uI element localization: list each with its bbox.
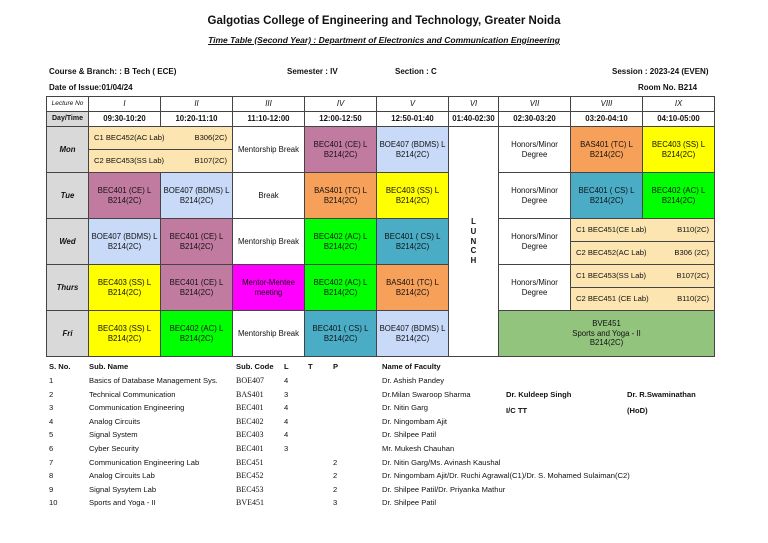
subject-sno: 2 <box>49 389 54 399</box>
fri-p3: Mentorship Break <box>233 311 305 357</box>
subject-sno: 8 <box>49 471 54 481</box>
day-label: Thurs <box>47 265 89 311</box>
subject-sno: 5 <box>49 430 54 440</box>
thu-lab-block <box>571 265 715 311</box>
wed-p5: BEC401 ( CS) L B214(2C) <box>377 219 449 265</box>
mon-p7: Honors/Minor Degree <box>499 127 571 173</box>
lecture-numeral: V <box>377 97 449 112</box>
subject-sno: 10 <box>49 498 58 508</box>
tue-p4: BAS401 (TC) L B214(2C) <box>305 173 377 219</box>
sports-room: B214(2C) <box>589 338 624 348</box>
ic-tt-role: I/C TT <box>506 406 528 415</box>
subject-code: BVE451 <box>236 498 264 508</box>
subject-faculty: Dr. Ningombam Ajit <box>382 416 447 426</box>
subject-sno: 3 <box>49 403 54 413</box>
subject-name: Technical Communication <box>89 389 176 399</box>
subject-sno: 6 <box>49 444 54 453</box>
lecture-no-label: Lecture No <box>47 97 89 112</box>
col-header-p: P <box>333 362 339 371</box>
lunch-letter: H <box>470 256 477 266</box>
subject-name: Signal Sysytem Lab <box>89 484 157 494</box>
lab-subject: C1 BEC452(AC Lab) <box>94 133 165 143</box>
lecture-numeral: IV <box>305 97 377 112</box>
lab-room: B110(2C) <box>677 225 709 235</box>
subject-l: 4 <box>284 430 289 440</box>
lab-room: B306(2C) <box>194 133 227 143</box>
wed-lab-block <box>571 219 715 265</box>
subject-code: BEC401 <box>236 403 264 413</box>
wed-p7: Honors/Minor Degree <box>499 219 571 265</box>
subject-name: Analog Circuits <box>89 416 141 426</box>
lab-subject: C1 BEC451(CE Lab) <box>576 225 647 235</box>
mon-lab-block <box>89 127 233 173</box>
subject-p: 2 <box>333 484 338 494</box>
lab-room: B107(2C) <box>676 271 709 281</box>
thu-p4: BEC402 (AC) L B214(2C) <box>305 265 377 311</box>
lab-subject: C2 BEC451 (CE Lab) <box>576 294 649 304</box>
thu-p7: Honors/Minor Degree <box>499 265 571 311</box>
subject-name: Communication Engineering Lab <box>89 457 200 467</box>
mon-p9: BEC403 (SS) L B214(2C) <box>643 127 715 173</box>
subject-name: Communication Engineering <box>89 403 185 413</box>
period-time: 12:00-12:50 <box>305 112 377 127</box>
subject-l: 3 <box>284 444 289 453</box>
subject-code: BAS401 <box>236 389 264 399</box>
mon-p8: BAS401 (TC) L B214(2C) <box>571 127 643 173</box>
subject-p: 3 <box>333 498 338 508</box>
lunch-letter: L <box>471 217 476 227</box>
lab-room: B110(2C) <box>677 294 709 304</box>
col-header-l: L <box>284 362 289 371</box>
lecture-numeral: VIII <box>571 97 643 112</box>
lunch-column <box>449 127 499 357</box>
lab-room: B306 (2C) <box>674 248 709 258</box>
day-label: Fri <box>47 311 89 357</box>
day-label: Tue <box>47 173 89 219</box>
subject-name: Signal System <box>89 430 138 440</box>
subject-code: BEC453 <box>236 484 264 494</box>
lecture-numeral: IX <box>643 97 715 112</box>
col-header-faculty: Name of Faculty <box>382 362 441 371</box>
wed-p4: BEC402 (AC) L B214(2C) <box>305 219 377 265</box>
period-time: 09:30-10:20 <box>89 112 161 127</box>
subject-code: BEC402 <box>236 416 264 426</box>
subject-code: BEC451 <box>236 457 264 467</box>
lunch-letter: N <box>470 236 477 246</box>
room-number: Room No. B214 <box>638 83 698 92</box>
day-label: Wed <box>47 219 89 265</box>
period-time: 01:40-02:30 <box>449 112 499 127</box>
period-time: 03:20-04:10 <box>571 112 643 127</box>
period-time: 10:20-11:10 <box>161 112 233 127</box>
tue-p8: BEC401 ( CS) L B214(2C) <box>571 173 643 219</box>
lab-subject: C2 BEC452(AC Lab) <box>576 248 647 258</box>
thu-p3: Mentor-Mentee meeting <box>233 265 305 311</box>
subject-faculty: Dr. Ningombam Ajit/Dr. Ruchi Agrawal(C1)/Dr. S. Mohamed Sulaiman(C2) <box>382 471 630 481</box>
subject-faculty: Dr. Shilpee Patil <box>382 430 437 440</box>
subject-name: Sports and Yoga - II <box>89 498 156 508</box>
subject-l: 4 <box>284 416 289 426</box>
subject-name: Analog Circuits Lab <box>89 471 155 481</box>
subject-code: BEC401 <box>236 444 264 453</box>
subject-name: Basics of Database Management Sys. <box>89 376 218 385</box>
timetable-grid <box>46 96 715 357</box>
thu-p2: BEC401 (CE) L B214(2C) <box>161 265 233 311</box>
lab-room: B107(2C) <box>194 156 227 166</box>
period-time: 02:30-03:20 <box>499 112 571 127</box>
subject-l: 3 <box>284 389 289 399</box>
subject-faculty: Dr. Nitin Garg <box>382 403 428 413</box>
subject-sno: 4 <box>49 416 54 426</box>
col-header-code: Sub. Code <box>236 362 274 371</box>
date-of-issue: Date of Issue:01/04/24 <box>49 83 133 92</box>
ic-tt-name: Dr. Kuldeep Singh <box>506 390 572 399</box>
thu-p1: BEC403 (SS) L B214(2C) <box>89 265 161 311</box>
semester: Semester : IV <box>287 67 338 76</box>
subject-sno: 9 <box>49 484 54 494</box>
subject-l: 4 <box>284 376 289 385</box>
subject-p: 2 <box>333 471 338 481</box>
fri-p2: BEC402 (AC) L B214(2C) <box>161 311 233 357</box>
subject-p: 2 <box>333 457 338 467</box>
tue-p1: BEC401 (CE) L B214(2C) <box>89 173 161 219</box>
mon-p5: BOE407 (BDMS) L B214(2C) <box>377 127 449 173</box>
thu-p5: BAS401 (TC) L B214(2C) <box>377 265 449 311</box>
wed-p2: BEC401 (CE) L B214(2C) <box>161 219 233 265</box>
subject-name: Cyber Security <box>89 444 139 453</box>
tue-p2: BOE407 (BDMS) L B214(2C) <box>161 173 233 219</box>
subject-code: BEC452 <box>236 471 264 481</box>
subject-sno: 7 <box>49 457 54 467</box>
col-header-sno: S. No. <box>49 362 71 371</box>
subject-faculty: Mr. Mukesh Chauhan <box>382 444 455 453</box>
lecture-numeral: I <box>89 97 161 112</box>
session: Session : 2023-24 (EVEN) <box>612 67 709 76</box>
tue-p9: BEC402 (AC) L B214(2C) <box>643 173 715 219</box>
lunch-letter: C <box>470 246 477 256</box>
college-title: Galgotias College of Engineering and Technology, Greater Noida <box>207 15 561 27</box>
tue-p3: Break <box>233 173 305 219</box>
subject-faculty: Dr.Milan Swaroop Sharma <box>382 389 471 399</box>
period-time: 11:10-12:00 <box>233 112 305 127</box>
fri-sports-block <box>499 311 715 357</box>
subject-code: BOE407 <box>236 376 264 385</box>
subject-faculty: Dr. Shilpee Patil <box>382 498 437 508</box>
fri-p1: BEC403 (SS) L B214(2C) <box>89 311 161 357</box>
lecture-numeral: VII <box>499 97 571 112</box>
fri-p5: BOE407 (BDMS) L B214(2C) <box>377 311 449 357</box>
subject-l: 4 <box>284 403 289 413</box>
lab-subject: C1 BEC453(SS Lab) <box>576 271 647 281</box>
fri-p4: BEC401 ( CS) L B214(2C) <box>305 311 377 357</box>
subject-faculty: Dr. Shilpee Patil/Dr. Priyanka Mathur <box>382 484 506 494</box>
mon-p4: BEC401 (CE) L B214(2C) <box>305 127 377 173</box>
course-branch: Course & Branch: : B Tech ( ECE) <box>49 67 177 76</box>
subject-faculty: Dr. Nitin Garg/Ms. Avinash Kaushal <box>382 457 501 467</box>
col-header-name: Sub. Name <box>89 362 129 371</box>
sports-code: BVE451 <box>592 318 621 328</box>
tue-p7: Honors/Minor Degree <box>499 173 571 219</box>
wed-p1: BOE407 (BDMS) L B214(2C) <box>89 219 161 265</box>
subject-faculty: Dr. Ashish Pandey <box>382 376 445 385</box>
tue-p5: BEC403 (SS) L B214(2C) <box>377 173 449 219</box>
lecture-numeral: II <box>161 97 233 112</box>
lunch-letter: U <box>470 226 477 236</box>
mon-p3: Mentorship Break <box>233 127 305 173</box>
period-time: 04:10-05:00 <box>643 112 715 127</box>
period-time: 12:50-01:40 <box>377 112 449 127</box>
timetable-subtitle: Time Table (Second Year) : Department of Electronics and Communication Engineering <box>208 35 560 45</box>
hod-role: (HoD) <box>627 406 648 415</box>
lecture-numeral: VI <box>449 97 499 112</box>
day-label: Mon <box>47 127 89 173</box>
wed-p3: Mentorship Break <box>233 219 305 265</box>
section: Section : C <box>395 67 437 76</box>
sports-name: Sports and Yoga - II <box>572 328 641 338</box>
subject-code: BEC403 <box>236 430 264 440</box>
col-header-t: T <box>308 362 313 371</box>
hod-name: Dr. R.Swaminathan <box>627 390 696 399</box>
daytime-label: Day/Time <box>47 112 89 127</box>
lab-subject: C2 BEC453(SS Lab) <box>94 156 165 166</box>
subject-sno: 1 <box>49 376 54 385</box>
lecture-numeral: III <box>233 97 305 112</box>
